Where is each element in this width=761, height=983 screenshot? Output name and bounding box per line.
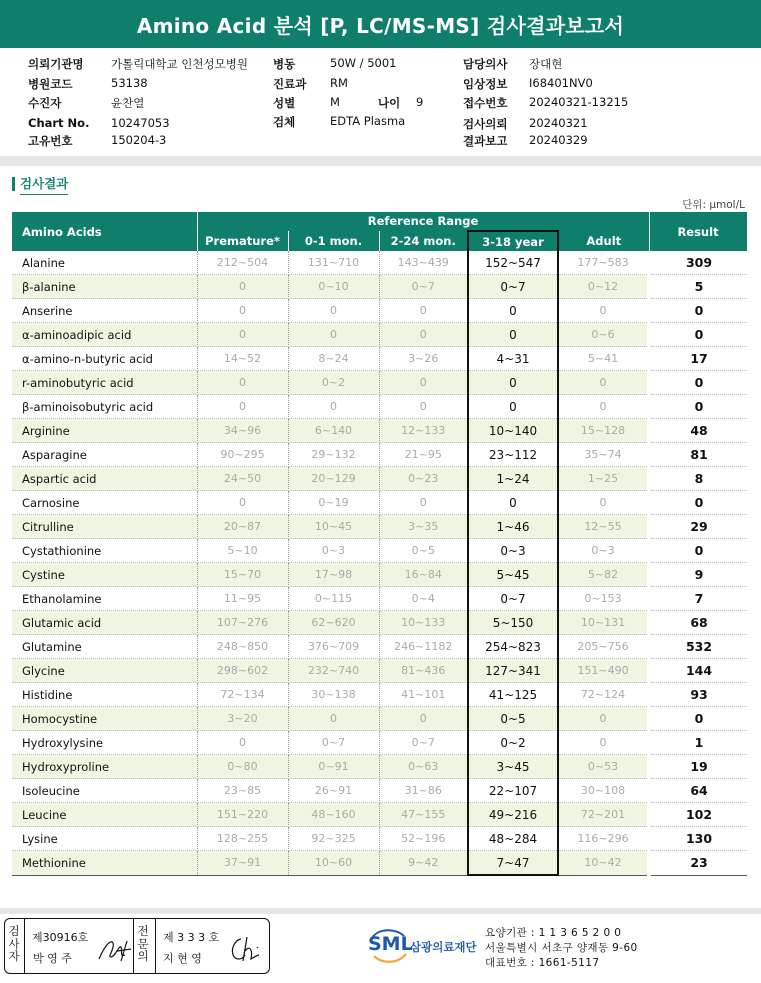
ref-range: 35~74 [558, 443, 649, 467]
ref-range: 0 [558, 707, 649, 731]
result-value: 29 [649, 515, 747, 539]
ref-range: 0~3 [558, 539, 649, 563]
ref-col-header: Adult [558, 231, 649, 251]
ref-range: 212~504 [197, 251, 288, 275]
sig1-name: 박 영 주 [33, 952, 72, 965]
ref-range-highlight: 1~24 [468, 467, 558, 491]
ref-range: 0 [288, 323, 379, 347]
ref-range-highlight: 23~112 [468, 443, 558, 467]
amino-acid-name: Alanine [12, 251, 197, 275]
ref-range: 0 [379, 323, 468, 347]
results-body [12, 251, 747, 875]
amino-acid-name: Cystathionine [12, 539, 197, 563]
ref-range: 232~740 [288, 659, 379, 683]
section-underline [20, 194, 68, 195]
table-row [12, 347, 747, 371]
col-result-header: Result [649, 212, 747, 251]
ref-range: 11~95 [197, 587, 288, 611]
result-value: 130 [649, 827, 747, 851]
ref-range: 15~128 [558, 419, 649, 443]
divider [0, 156, 761, 166]
ref-range: 376~709 [288, 635, 379, 659]
ref-range-highlight: 0~5 [468, 707, 558, 731]
ref-range: 72~124 [558, 683, 649, 707]
ref-range: 246~1182 [379, 635, 468, 659]
ref-range: 0 [197, 731, 288, 755]
table-row [12, 515, 747, 539]
result-value: 5 [649, 275, 747, 299]
ref-range: 31~86 [379, 779, 468, 803]
ref-range: 0~10 [288, 275, 379, 299]
amino-acid-name: α-amino-n-butyric acid [12, 347, 197, 371]
footer-divider [0, 908, 761, 914]
ref-range-highlight: 0~7 [468, 587, 558, 611]
ref-range: 5~10 [197, 539, 288, 563]
ref-range: 48~160 [288, 803, 379, 827]
ref-range: 52~196 [379, 827, 468, 851]
amino-acid-name: Aspartic acid [12, 467, 197, 491]
ref-range: 0~5 [379, 539, 468, 563]
result-value: 0 [649, 371, 747, 395]
table-row [12, 659, 747, 683]
section-title: 검사결과 [12, 177, 68, 191]
ref-range: 0 [558, 371, 649, 395]
result-value: 9 [649, 563, 747, 587]
signature-box [4, 918, 270, 974]
result-value: 8 [649, 467, 747, 491]
result-value: 68 [649, 611, 747, 635]
sig2-role-label: 전 문 의 [137, 924, 149, 963]
signature-1-icon [97, 935, 133, 965]
result-value: 17 [649, 347, 747, 371]
age-label: 나이 [378, 96, 401, 110]
ref-range: 47~155 [379, 803, 468, 827]
ref-range: 30~108 [558, 779, 649, 803]
ref-range: 20~87 [197, 515, 288, 539]
address-line: 대표번호 : 1661-5117 [485, 957, 600, 969]
logo-text: SML [368, 933, 413, 955]
amino-acid-name: Ethanolamine [12, 587, 197, 611]
result-value: 0 [649, 707, 747, 731]
clinical-label: 임상정보 [463, 77, 508, 91]
ref-range: 0~6 [558, 323, 649, 347]
table-row [12, 827, 747, 851]
amino-acid-name: Glycine [12, 659, 197, 683]
patient-info [0, 54, 761, 154]
table-row [12, 755, 747, 779]
ref-range: 0 [288, 395, 379, 419]
table-row [12, 419, 747, 443]
ref-range: 0 [288, 299, 379, 323]
ref-col-header-highlight: 3-18 year [468, 231, 558, 251]
table-row [12, 611, 747, 635]
ref-range: 0 [379, 395, 468, 419]
ref-range: 0 [197, 323, 288, 347]
sex-label: 성별 [273, 96, 296, 110]
result-value: 7 [649, 587, 747, 611]
amino-acid-name: β-aminoisobutyric acid [12, 395, 197, 419]
ref-range-highlight: 0~7 [468, 275, 558, 299]
amino-acid-name: Asparagine [12, 443, 197, 467]
ref-range: 0~23 [379, 467, 468, 491]
unique-label: 고유번호 [28, 134, 73, 148]
table-row [12, 851, 747, 876]
ref-range: 10~42 [558, 851, 649, 876]
accession-label: 접수번호 [463, 96, 508, 110]
ref-range-highlight: 127~341 [468, 659, 558, 683]
ref-range: 0 [197, 395, 288, 419]
specimen-value: EDTA Plasma [330, 114, 406, 128]
ref-range-highlight: 1~46 [468, 515, 558, 539]
amino-acid-name: Histidine [12, 683, 197, 707]
ref-col-header: Premature* [197, 231, 288, 251]
amino-acid-name: Homocystine [12, 707, 197, 731]
ref-range: 0~12 [558, 275, 649, 299]
ref-range: 20~129 [288, 467, 379, 491]
ref-range: 0 [558, 491, 649, 515]
ref-range: 0~153 [558, 587, 649, 611]
ref-range: 0~19 [288, 491, 379, 515]
ref-range-highlight: 0 [468, 395, 558, 419]
table-row [12, 299, 747, 323]
ref-range: 81~436 [379, 659, 468, 683]
accession-value: 20240321-13215 [529, 95, 629, 109]
ref-range-highlight: 22~107 [468, 779, 558, 803]
code-label: 병원코드 [28, 77, 73, 91]
doctor-value: 장대현 [529, 57, 563, 71]
ref-range: 12~133 [379, 419, 468, 443]
ref-range-highlight: 0 [468, 299, 558, 323]
table-row [12, 491, 747, 515]
ref-range: 8~24 [288, 347, 379, 371]
col-ref-header: Reference Range [197, 212, 649, 231]
ref-range: 10~133 [379, 611, 468, 635]
ref-range: 0 [558, 395, 649, 419]
result-value: 0 [649, 491, 747, 515]
ref-range-highlight: 0 [468, 491, 558, 515]
ref-range: 3~20 [197, 707, 288, 731]
amino-acid-name: Glutamine [12, 635, 197, 659]
chart-value: 10247053 [111, 116, 170, 130]
table-row [12, 371, 747, 395]
code-value: 53138 [111, 76, 148, 90]
ref-range: 0~7 [288, 731, 379, 755]
requested-label: 검사의뢰 [463, 117, 508, 131]
clinical-value: I68401NV0 [529, 76, 593, 90]
address-line: 서울특별시 서초구 양재동 9-60 [485, 942, 638, 954]
ref-range-highlight: 0~2 [468, 731, 558, 755]
amino-acid-name: Hydroxylysine [12, 731, 197, 755]
ref-range: 0 [379, 707, 468, 731]
unit-label: 단위: μmol/L [682, 199, 745, 211]
ref-range: 92~325 [288, 827, 379, 851]
chart-label: Chart No. [28, 116, 90, 130]
requested-value: 20240321 [529, 116, 588, 130]
table-row [12, 323, 747, 347]
sig1-role-label: 검 사 자 [8, 924, 20, 963]
ref-range-highlight: 41~125 [468, 683, 558, 707]
ref-range: 5~82 [558, 563, 649, 587]
ref-range: 90~295 [197, 443, 288, 467]
ref-range: 248~850 [197, 635, 288, 659]
table-row [12, 539, 747, 563]
ref-range: 9~42 [379, 851, 468, 876]
address-block [485, 926, 638, 971]
table-row [12, 467, 747, 491]
ref-range: 29~132 [288, 443, 379, 467]
ref-range: 0~91 [288, 755, 379, 779]
ref-range: 0 [558, 731, 649, 755]
ward-label: 병동 [273, 57, 296, 71]
ref-range: 107~276 [197, 611, 288, 635]
ref-range: 128~255 [197, 827, 288, 851]
ref-col-header: 2-24 mon. [379, 231, 468, 251]
table-row [12, 803, 747, 827]
result-value: 144 [649, 659, 747, 683]
ref-range: 0~53 [558, 755, 649, 779]
amino-acid-name: Methionine [12, 851, 197, 876]
result-value: 1 [649, 731, 747, 755]
ref-range: 0~7 [379, 731, 468, 755]
sig2-name: 지 현 영 [163, 952, 202, 965]
ref-range: 37~91 [197, 851, 288, 876]
ref-range: 0 [197, 491, 288, 515]
ref-range-highlight: 0 [468, 323, 558, 347]
table-row [12, 563, 747, 587]
amino-acid-name: β-alanine [12, 275, 197, 299]
amino-acid-name: Arginine [12, 419, 197, 443]
result-value: 309 [649, 251, 747, 275]
ref-range: 298~602 [197, 659, 288, 683]
table-row [12, 779, 747, 803]
ref-range: 0 [197, 275, 288, 299]
result-value: 532 [649, 635, 747, 659]
ref-range: 177~583 [558, 251, 649, 275]
ref-range: 41~101 [379, 683, 468, 707]
ref-range: 1~25 [558, 467, 649, 491]
age-value: 9 [416, 95, 424, 109]
result-value: 48 [649, 419, 747, 443]
ref-range: 72~201 [558, 803, 649, 827]
ref-range: 0~115 [288, 587, 379, 611]
table-row [12, 731, 747, 755]
ref-range: 10~131 [558, 611, 649, 635]
amino-acid-name: Leucine [12, 803, 197, 827]
ref-range: 0~63 [379, 755, 468, 779]
ref-range-highlight: 0 [468, 371, 558, 395]
ref-range: 14~52 [197, 347, 288, 371]
ref-range: 72~134 [197, 683, 288, 707]
ref-range-highlight: 48~284 [468, 827, 558, 851]
signature-2-icon [227, 933, 263, 965]
ref-range-highlight: 3~45 [468, 755, 558, 779]
sig1-number: 제30916호 [32, 931, 89, 944]
ref-col-header: 0-1 mon. [288, 231, 379, 251]
ref-range: 10~60 [288, 851, 379, 876]
ref-range: 0 [197, 299, 288, 323]
ref-range: 0 [558, 299, 649, 323]
ref-range-highlight: 7~47 [468, 851, 558, 876]
ref-range: 5~41 [558, 347, 649, 371]
ref-range: 12~55 [558, 515, 649, 539]
dept-label: 진료과 [273, 77, 307, 91]
result-value: 81 [649, 443, 747, 467]
ref-range: 0 [288, 707, 379, 731]
ref-range: 0~2 [288, 371, 379, 395]
ref-range: 3~26 [379, 347, 468, 371]
ref-range: 26~91 [288, 779, 379, 803]
ref-range: 21~95 [379, 443, 468, 467]
ref-range: 131~710 [288, 251, 379, 275]
ref-range-highlight: 0~3 [468, 539, 558, 563]
result-value: 0 [649, 539, 747, 563]
ref-range: 6~140 [288, 419, 379, 443]
ref-range: 0~4 [379, 587, 468, 611]
report-title: Amino Acid 분석 [P, LC/MS-MS] 검사결과보고서 [0, 0, 761, 48]
amino-acid-name: Lysine [12, 827, 197, 851]
amino-acid-name: Anserine [12, 299, 197, 323]
amino-acid-name: Glutamic acid [12, 611, 197, 635]
amino-acid-name: Isoleucine [12, 779, 197, 803]
ref-range: 151~490 [558, 659, 649, 683]
ref-range: 0 [379, 371, 468, 395]
amino-acid-name: Carnosine [12, 491, 197, 515]
ref-range: 17~98 [288, 563, 379, 587]
table-row [12, 707, 747, 731]
ref-range: 0 [197, 371, 288, 395]
ref-range: 0~80 [197, 755, 288, 779]
dept-value: RM [330, 76, 348, 90]
specimen-label: 검체 [273, 115, 296, 129]
ref-range-highlight: 152~547 [468, 251, 558, 275]
result-value: 23 [649, 851, 747, 876]
unique-value: 150204-3 [111, 133, 167, 147]
ward-value: 50W / 5001 [330, 56, 397, 70]
amino-acid-name: Citrulline [12, 515, 197, 539]
doctor-label: 담당의사 [463, 57, 508, 71]
result-value: 19 [649, 755, 747, 779]
table-row [12, 395, 747, 419]
result-value: 93 [649, 683, 747, 707]
sex-value: M [330, 95, 340, 109]
ref-range: 0 [379, 299, 468, 323]
table-row [12, 251, 747, 275]
result-value: 102 [649, 803, 747, 827]
ref-range: 151~220 [197, 803, 288, 827]
table-row [12, 587, 747, 611]
result-value: 0 [649, 395, 747, 419]
ref-range: 205~756 [558, 635, 649, 659]
ref-range: 30~138 [288, 683, 379, 707]
amino-acid-name: α-aminoadipic acid [12, 323, 197, 347]
ref-range: 0~3 [288, 539, 379, 563]
ref-range-highlight: 5~45 [468, 563, 558, 587]
col-amino-header: Amino Acids [12, 212, 197, 251]
ref-range-highlight: 254~823 [468, 635, 558, 659]
ref-range: 3~35 [379, 515, 468, 539]
address-line: 요양기관 : 1 1 3 6 5 2 0 0 [485, 927, 622, 939]
ref-range: 0~7 [379, 275, 468, 299]
result-value: 64 [649, 779, 747, 803]
ref-range: 24~50 [197, 467, 288, 491]
table-row [12, 275, 747, 299]
ref-range: 16~84 [379, 563, 468, 587]
table-row [12, 683, 747, 707]
table-row [12, 443, 747, 467]
table-row [12, 635, 747, 659]
result-value: 0 [649, 299, 747, 323]
amino-acid-name: r-aminobutyric acid [12, 371, 197, 395]
ref-range: 116~296 [558, 827, 649, 851]
ref-range: 34~96 [197, 419, 288, 443]
ref-range-highlight: 4~31 [468, 347, 558, 371]
reported-label: 결과보고 [463, 134, 508, 148]
hospital-label: 의뢰기관명 [28, 57, 84, 71]
ref-range-highlight: 10~140 [468, 419, 558, 443]
ref-range: 15~70 [197, 563, 288, 587]
ref-range: 0 [379, 491, 468, 515]
ref-range: 10~45 [288, 515, 379, 539]
sig2-number: 제 3 3 3 호 [163, 931, 220, 944]
result-value: 0 [649, 323, 747, 347]
patient-value: 윤찬열 [111, 96, 145, 110]
results-table [12, 212, 748, 876]
ref-range: 143~439 [379, 251, 468, 275]
ref-range: 62~620 [288, 611, 379, 635]
ref-range-highlight: 49~216 [468, 803, 558, 827]
org-name: 삼광의료재단 [410, 940, 477, 954]
hospital-value: 가톨릭대학교 인천성모병원 [111, 57, 248, 71]
patient-label: 수진자 [28, 96, 62, 110]
amino-acid-name: Cystine [12, 563, 197, 587]
ref-range: 23~85 [197, 779, 288, 803]
reported-value: 20240329 [529, 133, 588, 147]
amino-acid-name: Hydroxyproline [12, 755, 197, 779]
ref-range-highlight: 5~150 [468, 611, 558, 635]
